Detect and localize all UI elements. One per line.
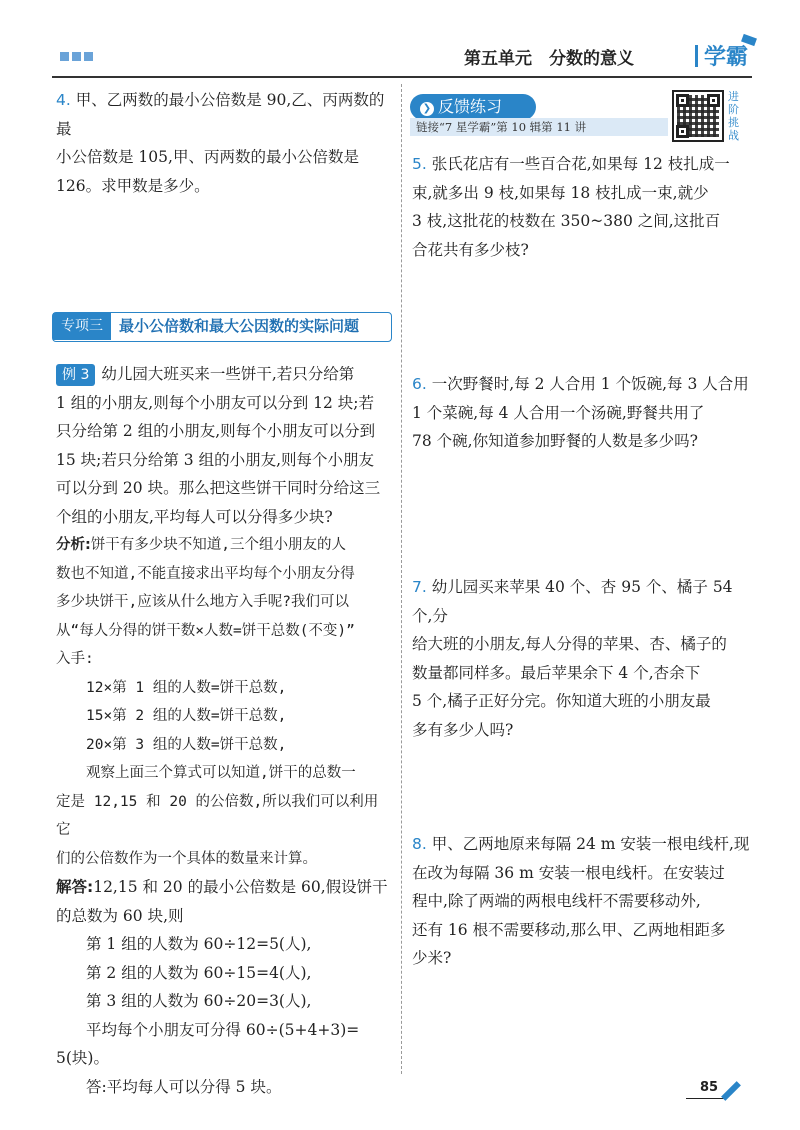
analysis-label: 分析: — [56, 537, 91, 553]
page-number-rule — [686, 1098, 726, 1099]
topic-heading — [52, 312, 392, 342]
observe-line: 观察上面三个算式可以知道,饼干的总数一 — [86, 765, 356, 781]
equation-line: 15×第 2 组的人数=饼干总数, — [86, 708, 287, 724]
question-number: 7. — [412, 578, 427, 596]
calc-line: 第 2 组的人数为 60÷15=4(人), — [86, 963, 312, 982]
header-decoration — [60, 52, 93, 61]
arrow-right-icon: ❯ — [420, 102, 434, 116]
calc-line: 平均每个小朋友可分得 60÷(5+4+3)= — [86, 1020, 360, 1039]
question-4-line-1: 4. 甲、乙两数的最小公倍数是 90,乙、丙两数的最 — [56, 91, 385, 138]
column-divider — [401, 84, 402, 1074]
header-rule — [52, 76, 752, 78]
question-number: 8. — [412, 835, 427, 853]
pencil-icon — [721, 1081, 741, 1101]
topic-tag: 专项三 — [53, 313, 111, 340]
analysis-line: 入手: — [56, 651, 94, 667]
question-6: 6. 一次野餐时,每 2 人合用 1 个饭碗,每 3 人合用 1 个菜碗,每 4 人合用一个汤碗,野餐共用了 78 个碗,你知道参加野餐的人数是多少吗? — [412, 375, 749, 450]
question-number: 4. — [56, 91, 71, 109]
example-line: 例 3 幼儿园大班买来一些饼干,若只分给第 — [56, 360, 392, 389]
question-4-line-2: 小公倍数是 105,甲、丙两数的最小公倍数是 — [56, 148, 359, 166]
calc-line: 第 1 组的人数为 60÷12=5(人), — [86, 935, 312, 953]
question-number: 6. — [412, 375, 427, 393]
analysis-line: 多少块饼干,应该从什么地方入手呢?我们可以 — [56, 594, 349, 610]
example-line: 15 块;若只分给第 3 组的小朋友,则每个小朋友 — [56, 450, 375, 469]
question-number: 5. — [412, 155, 427, 173]
calc-line: 5(块)。 — [56, 1049, 109, 1067]
brand-logo — [695, 40, 748, 71]
question-8: 8. 甲、乙两地原来每隔 24 m 安装一根电线杆,现 在改为每隔 36 m 安装一根电线杆。在安装过 程中,除了两端的两根电线杆不需要移动外, 还有 16 根不需要移动,那么甲、乙两地相距多 少米? — [412, 835, 750, 967]
analysis-line: 从“每人分得的饼干数×人数=饼干总数(不变)” — [56, 622, 355, 639]
unit-title: 第五单元 分数的意义 — [464, 49, 634, 69]
equation-line: 20×第 3 组的人数=饼干总数, — [86, 736, 287, 753]
calc-line: 第 3 组的人数为 60÷20=3(人), — [86, 992, 312, 1010]
qr-code-icon[interactable] — [672, 90, 724, 142]
example-line: 只分给第 2 组的小朋友,则每个小朋友可以分到 — [56, 422, 376, 440]
example-line: 1 组的小朋友,则每个小朋友可以分到 12 块;若 — [56, 393, 375, 412]
example-3 — [56, 360, 392, 1101]
observe-line: 们的公倍数作为一个具体的数量来计算。 — [56, 850, 317, 867]
answer-line: 的总数为 60 块,则 — [56, 906, 184, 925]
question-7: 7. 幼儿园买来苹果 40 个、杏 95 个、橘子 54 个,分 给大班的小朋友,每人分得的苹果、杏、橘子的 数量都同样多。最后苹果余下 4 个,杏余下 5 个,橘子正好分完。你知道大班的小朋友最 多有多少人吗? — [412, 578, 733, 739]
topic-title: 最小公倍数和最大公因数的实际问题 — [119, 317, 360, 335]
question-5: 5. 张氏花店有一些百合花,如果每 12 枝扎成一 束,就多出 9 枝,如果每 18 枝扎成一束,就少 3 枝,这批花的枝数在 350~380 之间,这批百 合花共有多少枝? — [412, 155, 730, 259]
example-line: 可以分到 20 块。那么把这些饼干同时分给这三 — [56, 479, 381, 497]
observe-line: 定是 12,15 和 20 的公倍数,所以我们可以利用它 — [56, 793, 379, 838]
feedback-link: 链接“7 星学霸”第 10 辑第 11 讲 — [410, 118, 668, 136]
analysis-line: 数也不知道,不能直接求出平均每个小朋友分得 — [56, 565, 355, 582]
brand-text: 学霸 — [703, 45, 748, 70]
equation-line: 12×第 1 组的人数=饼干总数, — [86, 679, 287, 696]
question-4-line-3: 126。求甲数是多少。 — [56, 176, 210, 195]
example-line: 个组的小朋友,平均每人可以分得多少块? — [56, 507, 333, 526]
question-4 — [56, 86, 392, 200]
page-header — [52, 38, 752, 74]
analysis-line: 分析:饼干有多少块不知道,三个组小朋友的人 — [56, 537, 347, 553]
answer-label: 解答: — [56, 878, 94, 896]
feedback-banner — [408, 90, 748, 142]
challenge-label: 进阶挑战 — [728, 90, 739, 142]
final-answer: 答:平均每人可以分得 5 块。 — [86, 1077, 282, 1096]
answer-line: 解答:12,15 和 20 的最小公倍数是 60,假设饼干 — [56, 878, 388, 896]
example-badge: 例 3 — [56, 364, 95, 386]
page-number: 85 — [700, 1080, 719, 1095]
feedback-title: ❯ 反馈练习 — [410, 94, 536, 120]
